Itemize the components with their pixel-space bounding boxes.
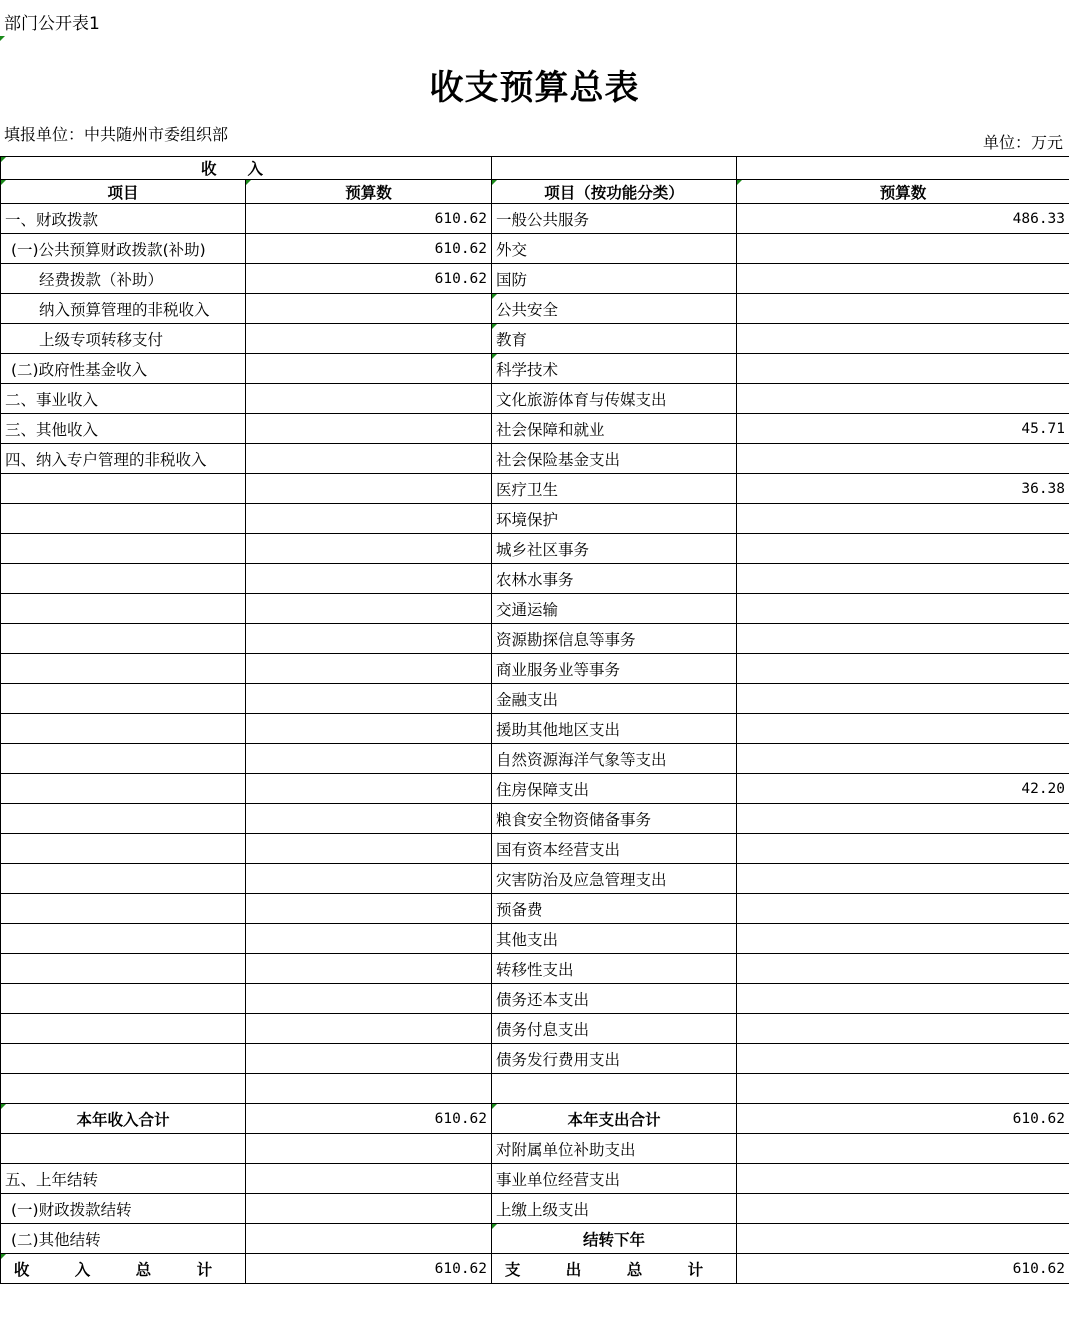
expense-budget: [737, 624, 1069, 654]
table-row: [1, 684, 1069, 714]
table-row: [1, 444, 1069, 474]
expense-group-header-blank: [737, 157, 1069, 180]
expense-budget: [737, 1044, 1069, 1074]
expense-budget: 610.62: [737, 1104, 1069, 1134]
expense-budget: [737, 984, 1069, 1014]
table-row: [1, 1224, 1069, 1254]
table-row: [1, 774, 1069, 804]
income-item: [1, 954, 246, 984]
expense-budget: [737, 234, 1069, 264]
table-row: [1, 624, 1069, 654]
expense-budget: [737, 1074, 1069, 1104]
expense-item: 社会保障和就业: [492, 414, 737, 444]
subtotal-row: [1, 1104, 1069, 1134]
table-row: [1, 1074, 1069, 1104]
income-item: (二)政府性基金收入: [1, 354, 246, 384]
expense-budget: [737, 1194, 1069, 1224]
income-item: [1, 834, 246, 864]
expense-budget: [737, 864, 1069, 894]
expense-budget: [737, 444, 1069, 474]
expense-item: 交通运输: [492, 594, 737, 624]
expense-item: 金融支出: [492, 684, 737, 714]
income-budget: [246, 414, 492, 444]
table-row: [1, 504, 1069, 534]
col-header-budget: 预算数: [246, 180, 492, 204]
expense-item: 国有资本经营支出: [492, 834, 737, 864]
table-row: [1, 324, 1069, 354]
income-budget: [246, 1224, 492, 1254]
income-budget: 610.62: [246, 264, 492, 294]
expense-budget: [737, 594, 1069, 624]
expense-budget: [737, 834, 1069, 864]
income-item: (二)其他结转: [1, 1224, 246, 1254]
table-row: [1, 384, 1069, 414]
income-budget: [246, 474, 492, 504]
expense-budget: [737, 924, 1069, 954]
table-row: [1, 984, 1069, 1014]
table-row: [1, 474, 1069, 504]
header-row-columns: [1, 180, 1069, 204]
table-row: [1, 714, 1069, 744]
income-item: 纳入预算管理的非税收入: [1, 294, 246, 324]
expense-item: 转移性支出: [492, 954, 737, 984]
expense-item: 社会保险基金支出: [492, 444, 737, 474]
expense-item: 环境保护: [492, 504, 737, 534]
income-budget: [246, 804, 492, 834]
income-item: [1, 804, 246, 834]
table-row: [1, 834, 1069, 864]
expense-item: 农林水事务: [492, 564, 737, 594]
expense-budget: [737, 954, 1069, 984]
income-budget: [246, 1044, 492, 1074]
income-item: 三、其他收入: [1, 414, 246, 444]
table-row: [1, 654, 1069, 684]
income-item: (一)财政拨款结转: [1, 1194, 246, 1224]
expense-budget: [737, 804, 1069, 834]
income-item: [1, 474, 246, 504]
table-row: [1, 744, 1069, 774]
expense-budget: [737, 534, 1069, 564]
income-item: [1, 1134, 246, 1164]
income-item: [1, 654, 246, 684]
income-item: 收 入 总 计: [1, 1254, 246, 1284]
expense-item: 商业服务业等事务: [492, 654, 737, 684]
expense-item: 援助其他地区支出: [492, 714, 737, 744]
income-budget: 610.62: [246, 204, 492, 234]
income-item: [1, 684, 246, 714]
income-budget: [246, 714, 492, 744]
income-budget: [246, 774, 492, 804]
table-row: [1, 234, 1069, 264]
expense-budget: [737, 354, 1069, 384]
expense-item: 其他支出: [492, 924, 737, 954]
table-row: [1, 1014, 1069, 1044]
expense-budget: 42.20: [737, 774, 1069, 804]
income-budget: [246, 1074, 492, 1104]
expense-item: 结转下年: [492, 1224, 737, 1254]
income-budget: [246, 834, 492, 864]
table-row: [1, 564, 1069, 594]
expense-item: 上缴上级支出: [492, 1194, 737, 1224]
income-item: (一)公共预算财政拨款(补助): [1, 234, 246, 264]
expense-item: 资源勘探信息等事务: [492, 624, 737, 654]
income-budget: [246, 744, 492, 774]
table-row: [1, 264, 1069, 294]
income-budget: [246, 354, 492, 384]
expense-item: 支 出 总 计: [492, 1254, 737, 1284]
expense-item: 债务发行费用支出: [492, 1044, 737, 1074]
expense-item: 教育: [492, 324, 737, 354]
cell-marker: [0, 36, 5, 41]
table-row: [1, 954, 1069, 984]
expense-item: 医疗卫生: [492, 474, 737, 504]
expense-item: 城乡社区事务: [492, 534, 737, 564]
income-budget: [246, 1194, 492, 1224]
income-budget: [246, 864, 492, 894]
expense-item: 住房保障支出: [492, 774, 737, 804]
income-item: [1, 774, 246, 804]
expense-budget: [737, 714, 1069, 744]
income-item: 本年收入合计: [1, 1104, 246, 1134]
income-item: 四、纳入专户管理的非税收入: [1, 444, 246, 474]
expense-item: 国防: [492, 264, 737, 294]
expense-budget: 486.33: [737, 204, 1069, 234]
expense-budget: [737, 504, 1069, 534]
table-row: [1, 924, 1069, 954]
income-budget: [246, 504, 492, 534]
income-item: [1, 534, 246, 564]
income-item: [1, 594, 246, 624]
income-budget: [246, 534, 492, 564]
income-budget: [246, 1164, 492, 1194]
expense-budget: [737, 1134, 1069, 1164]
table-row: [1, 594, 1069, 624]
income-budget: [246, 954, 492, 984]
expense-item: 债务付息支出: [492, 1014, 737, 1044]
expense-item: 本年支出合计: [492, 1104, 737, 1134]
expense-budget: [737, 294, 1069, 324]
expense-budget: [737, 1224, 1069, 1254]
income-budget: [246, 294, 492, 324]
expense-item: 灾害防治及应急管理支出: [492, 864, 737, 894]
expense-budget: [737, 324, 1069, 354]
col-header-func: 项目（按功能分类）: [492, 180, 737, 204]
income-item: 一、财政拨款: [1, 204, 246, 234]
income-item: [1, 1014, 246, 1044]
income-group-label: 收 入: [201, 160, 264, 178]
expense-item: 公共安全: [492, 294, 737, 324]
income-budget: [246, 1014, 492, 1044]
expense-item: 文化旅游体育与传媒支出: [492, 384, 737, 414]
expense-item: 债务还本支出: [492, 984, 737, 1014]
income-budget: [246, 924, 492, 954]
income-item: [1, 1074, 246, 1104]
expense-budget: [737, 264, 1069, 294]
income-item: 上级专项转移支付: [1, 324, 246, 354]
income-budget: [246, 564, 492, 594]
unit-label: 单位：万元: [982, 133, 1063, 152]
col-header-budget2: 预算数: [737, 180, 1069, 204]
table-row: [1, 804, 1069, 834]
expense-budget: 610.62: [737, 1254, 1069, 1284]
income-budget: [246, 324, 492, 354]
expense-budget: [737, 744, 1069, 774]
income-budget: [246, 684, 492, 714]
expense-item: 预备费: [492, 894, 737, 924]
expense-budget: [737, 384, 1069, 414]
income-item: [1, 564, 246, 594]
table-row: [1, 294, 1069, 324]
income-budget: 610.62: [246, 234, 492, 264]
expense-budget: [737, 564, 1069, 594]
expense-budget: [737, 684, 1069, 714]
page-title: 收支预算总表: [429, 68, 640, 108]
income-item: [1, 864, 246, 894]
expense-item: 科学技术: [492, 354, 737, 384]
header-row-group: [1, 157, 1069, 180]
expense-item: 对附属单位补助支出: [492, 1134, 737, 1164]
income-budget: 610.62: [246, 1104, 492, 1134]
expense-item: 粮食安全物资储备事务: [492, 804, 737, 834]
income-item: [1, 1044, 246, 1074]
income-budget: [246, 1134, 492, 1164]
income-item: 二、事业收入: [1, 384, 246, 414]
expense-budget: [737, 894, 1069, 924]
expense-item: 事业单位经营支出: [492, 1164, 737, 1194]
income-item: 经费拨款（补助）: [1, 264, 246, 294]
income-item: 五、上年结转: [1, 1164, 246, 1194]
expense-group-header: [492, 157, 737, 180]
table-row: [1, 354, 1069, 384]
expense-budget: 36.38: [737, 474, 1069, 504]
filler-unit: 填报单位：中共随州市委组织部: [4, 125, 229, 144]
table-row: [1, 1134, 1069, 1164]
income-group-header: [1, 157, 492, 180]
income-item: [1, 744, 246, 774]
expense-item: [492, 1074, 737, 1104]
income-budget: [246, 444, 492, 474]
income-budget: 610.62: [246, 1254, 492, 1284]
expense-budget: [737, 1164, 1069, 1194]
table-row: [1, 1044, 1069, 1074]
income-item: [1, 714, 246, 744]
expense-item: 外交: [492, 234, 737, 264]
table-row: [1, 1194, 1069, 1224]
sheet-id: 部门公开表1: [4, 14, 100, 34]
table-row: [1, 894, 1069, 924]
income-item: [1, 924, 246, 954]
income-item: [1, 624, 246, 654]
income-budget: [246, 624, 492, 654]
total-row: [1, 1254, 1069, 1284]
budget-table: [0, 156, 1069, 1284]
table-row: [1, 1164, 1069, 1194]
col-header-item: 项目: [1, 180, 246, 204]
expense-budget: [737, 654, 1069, 684]
income-item: [1, 894, 246, 924]
table-row: [1, 864, 1069, 894]
expense-budget: 45.71: [737, 414, 1069, 444]
income-item: [1, 504, 246, 534]
expense-item: 自然资源海洋气象等支出: [492, 744, 737, 774]
table-row: [1, 534, 1069, 564]
income-budget: [246, 984, 492, 1014]
income-budget: [246, 894, 492, 924]
income-item: [1, 984, 246, 1014]
income-budget: [246, 594, 492, 624]
table-row: [1, 414, 1069, 444]
expense-item: 一般公共服务: [492, 204, 737, 234]
expense-budget: [737, 1014, 1069, 1044]
income-budget: [246, 384, 492, 414]
income-budget: [246, 654, 492, 684]
table-row: [1, 204, 1069, 234]
